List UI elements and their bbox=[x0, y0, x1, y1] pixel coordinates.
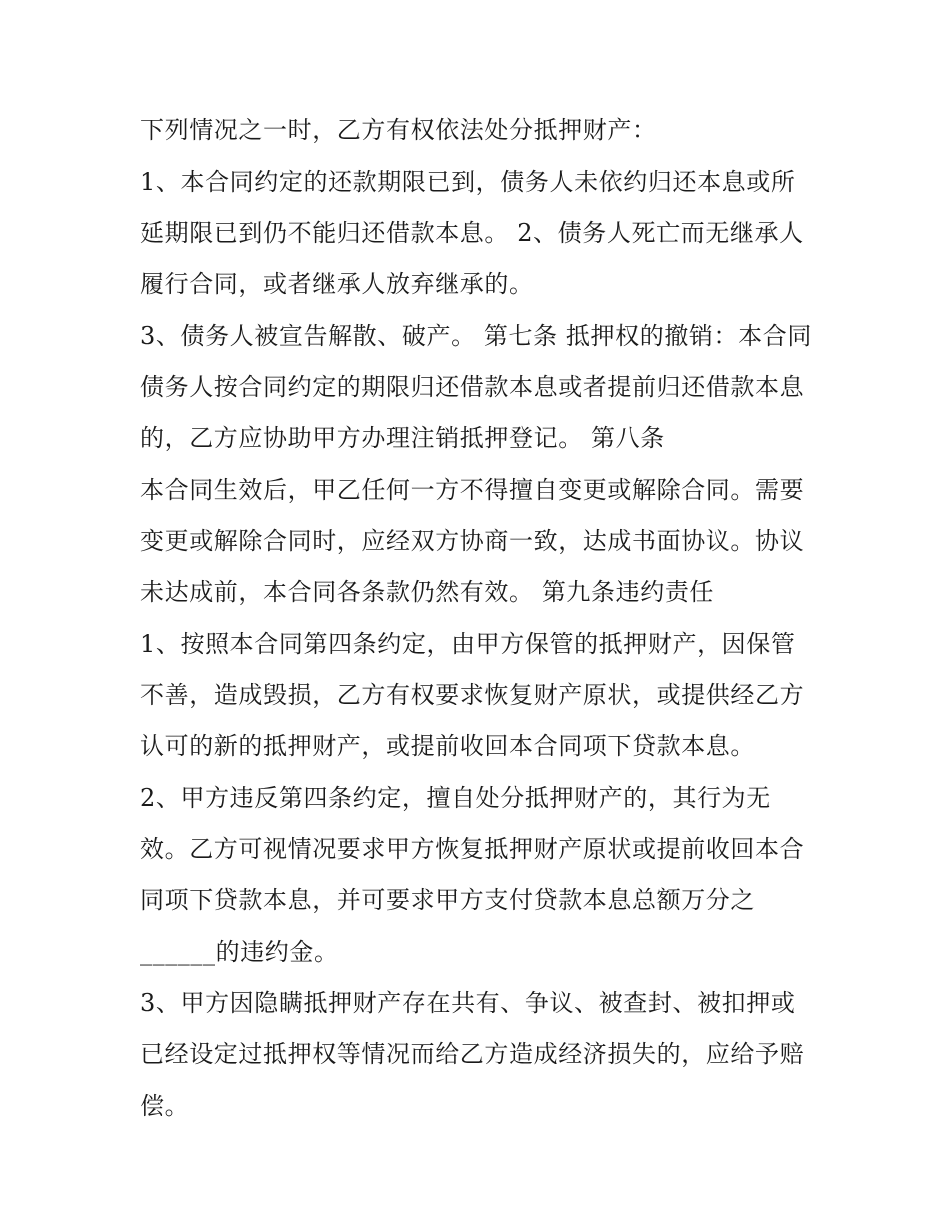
text-line: 履行合同，或者继承人放弃继承的。 bbox=[140, 270, 534, 298]
text-line: 下列情况之一时，乙方有权依法处分抵押财产： bbox=[140, 116, 657, 144]
text-line: 延期限已到仍不能归还借款本息。 2、债务人死亡而无继承人 bbox=[140, 219, 804, 247]
text-line: ______的违约金。 bbox=[140, 938, 339, 966]
text-line: 2、甲方违反第四条约定，擅自处分抵押财产的，其行为无 bbox=[140, 784, 771, 812]
text-line: 不善，造成毁损，乙方有权要求恢复财产原状，或提供经乙方 bbox=[140, 681, 805, 709]
text-line: 1、本合同约定的还款期限已到，债务人未依约归还本息或所 bbox=[140, 168, 796, 196]
text-line: 本合同生效后，甲乙任何一方不得擅自变更或解除合同。需要 bbox=[140, 476, 805, 504]
text-line: 效。乙方可视情况要求甲方恢复抵押财产原状或提前收回本合 bbox=[140, 835, 805, 863]
text-line: 3、债务人被宣告解散、破产。 第七条 抵押权的撤销：本合同 bbox=[140, 322, 812, 350]
text-line: 偿。 bbox=[140, 1092, 190, 1120]
text-line: 变更或解除合同时，应经双方协商一致，达成书面协议。协议 bbox=[140, 527, 805, 555]
text-line: 已经设定过抵押权等情况而给乙方造成经济损失的，应给予赔 bbox=[140, 1040, 805, 1068]
text-line: 债务人按合同约定的期限归还借款本息或者提前归还借款本息 bbox=[140, 373, 805, 401]
text-line: 1、按照本合同第四条约定，由甲方保管的抵押财产，因保管 bbox=[140, 630, 796, 658]
text-line: 同项下贷款本息，并可要求甲方支付贷款本息总额万分之 bbox=[140, 886, 755, 914]
text-line: 认可的新的抵押财产，或提前收回本合同项下贷款本息。 bbox=[140, 732, 755, 760]
text-line: 未达成前，本合同各条款仍然有效。 第九条违约责任 bbox=[140, 578, 715, 606]
text-line: 的，乙方应协助甲方办理注销抵押登记。 第八条 bbox=[140, 424, 665, 452]
text-line: 3、甲方因隐瞒抵押财产存在共有、争议、被查封、被扣押或 bbox=[140, 989, 796, 1017]
